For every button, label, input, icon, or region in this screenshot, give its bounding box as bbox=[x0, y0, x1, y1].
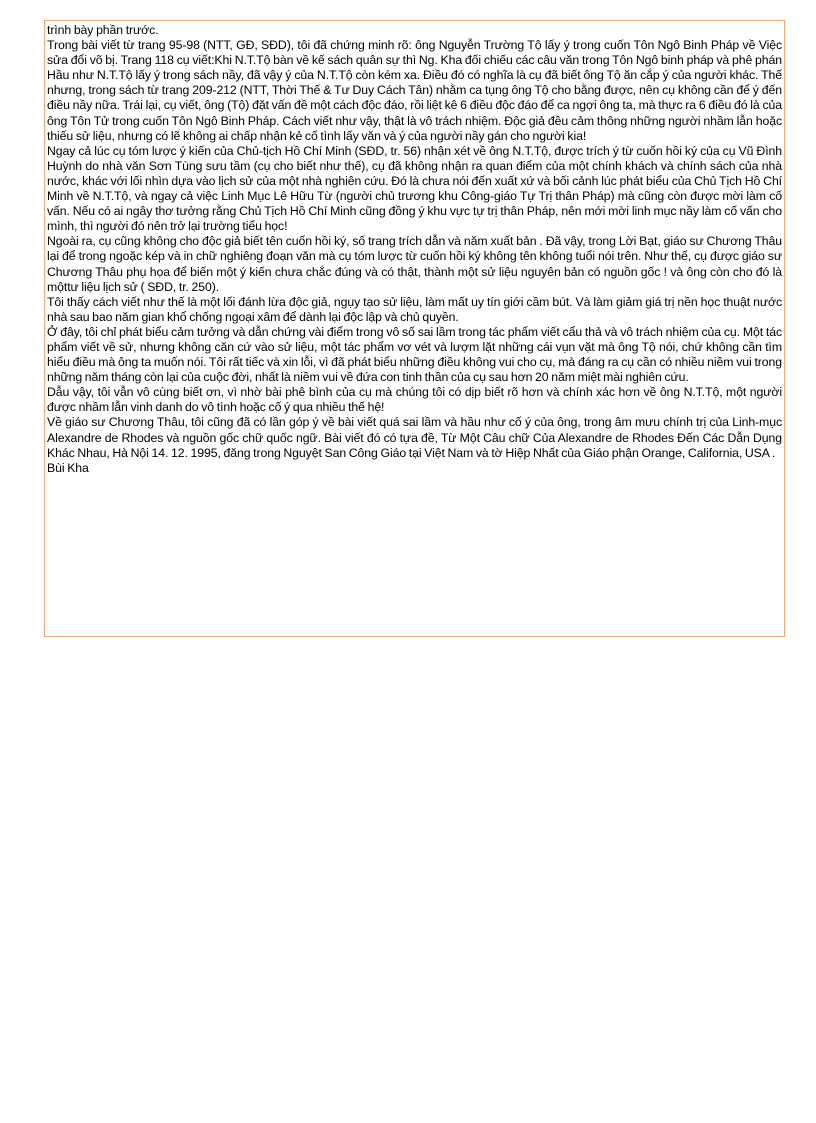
paragraph-1: trình bày phần trước. bbox=[47, 23, 159, 37]
paragraph-2: Trong bài viết từ trang 95-98 (NTT, GĐ, SĐD), tôi đã chứng minh rõ: ông Nguyễn Trường Tộ lấy ý trong cuốn Tôn Ngô Binh Pháp về Việc sửa đổi võ bị. Trang 118 cụ viết:Khi N.T.Tộ bàn về kế sách quân sự thì Ng. Kha đối chiếu các câu văn trong Tôn Ngô binh pháp và phê phán Hầu như N.T.Tộ lấy ý trong sách nầy, đã vậy ý của N.T.Tộ còn kém xa. Điều đó có nghĩa là cụ đã biết ông Tộ ăn cắp ý của người khác. Thế nhưng, trong sách từ trang 209-212 (NTT, Thời Thế & Tư Duy Cách Tân) nhằm ca tụng ông Tộ cho bằng được, nên cụ không cần để ý đến điều nầy nữa. Trái lại, cụ viết, ông (Tộ) đặt vấn đề một cách độc đáo, rồi liệt kê 6 điều độc đáo để ca ngợi ông ta, mà thực ra 6 điều đó là của ông Tôn Tử trong cuốn Tôn Ngô Binh Pháp. Cách viết như vậy, thật là vô trách nhiệm. Độc giả đều cảm thông những người nhầm lẫn hoặc thiếu sử liệu, nhưng có lẽ không ai chấp nhận kẻ cố tình lấy văn và ý của người nầy gán cho người kia! bbox=[47, 38, 782, 143]
paragraph-8: Về giáo sư Chương Thâu, tôi cũng đã có lần góp ý về bài viết quá sai lầm và hầu như cố ý của ông, trong âm mưu chính trị của Linh-mục Alexandre de Rhodes và nguồn gốc chữ quốc ngữ. Bài viết đó có tựa đề, Từ Một Câu chữ Của Alexandre de Rhodes Đến Các Dẫn Dụng Khác Nhau, Hà Nội 14. 12. 1995, đăng trong Nguyệt San Công Giáo tại Việt Nam và tờ Hiệp Nhất của Giáo phận Orange, California, USA . bbox=[47, 415, 782, 460]
paragraph-7: Dẫu vậy, tôi vẫn vô cùng biết ơn, vì nhờ bài phê bình của cụ mà chúng tôi có dịp biết rõ hơn và chính xác hơn về ông N.T.Tộ, một người được nhầm lẫn vinh danh do vô tình hoặc cố ý qua nhiều thế hệ! bbox=[47, 385, 782, 415]
paragraph-4: Ngoài ra, cụ cũng không cho độc giả biết tên cuốn hồi ký, số trang trích dẫn và năm xuất bản . Đã vậy, trong Lời Bạt, giáo sư Chương Thâu lại để trong ngoặc kép và in chữ nghiêng đoạn văn mà cụ tóm lược từ cuốn hồi ký không tên không tuổi nói trên. Như thế, cụ được giáo sư Chương Thâu phụ họa để biến một ý kiến chưa chắc đúng và có thật, thành một sử liệu nguyên bản có nguồn gốc ! và ông còn cho đó là mộttư liệu lịch sử ( SĐD, tr. 250). bbox=[47, 234, 782, 294]
paragraph-5: Tôi thấy cách viết như thế là một lối đánh lừa độc giả, ngụy tạo sử liệu, làm mất uy tín giới cầm bút. Và làm giảm giá trị nền học thuật nước nhà sau bao năm gian khổ chống ngoại xâm để dành lại độc lập và chủ quyền. bbox=[47, 294, 782, 324]
author-signature: Bùi Kha bbox=[47, 460, 89, 475]
paragraph-3: Ngay cả lúc cụ tóm lược ý kiến của Chủ-tịch Hồ Chí Minh (SĐD, tr. 56) nhận xét về ông N.T.Tộ, được trích ý từ cuốn hồi ký của cụ Vũ Đình Huỳnh do nhà văn Sơn Tùng sưu tầm (cụ cho biết như thế), cụ đã không nhận ra quan điểm của một chính khách và chính sách của nhà nước, khác với lối nhìn dựa vào lịch sử của một nhà nghiên cứu. Đó là chưa nói đến xuất xứ và bối cảnh lúc phát biểu của Chủ Tịch Hồ Chí Minh về N.T.Tộ, và ngay cả việc Linh Mục Lê Hữu Từ (người chủ trương khu Công-giáo Tự Trị thân Pháp) mà cũng còn được mời làm cố vấn. Nếu có ai ngây thơ tưởng rằng Chủ Tịch Hồ Chí Minh cũng đồng ý khu vực tự trị thân Pháp, nên mới mời linh mục nầy làm cố vấn cho mình, thì người đó nên trở lại trường tiểu học! bbox=[47, 143, 782, 234]
paragraph-6: Ở đây, tôi chỉ phát biểu cảm tưởng và dẫn chứng vài điểm trong vô số sai lầm trong tác phẩm viết cẩu thả và vô trách nhiệm của cụ. Một tác phẩm viết về sử, nhưng không căn cứ vào sử liệu, một tác phẩm vơ vét và lượm lặt những cái vụn vặt mà ông Tộ nói, chứ không cần tìm hiểu điều mà ông ta muốn nói. Tôi rất tiếc và xin lỗi, vì đã phát biểu những điều không vui cho cụ, mà đáng ra cụ cần có nhiều niềm vui trong những năm tháng còn lại của cuộc đời, nhất là niềm vui về đứa con tinh thần của cụ sau hơn 20 năm miệt mài nghiên cứu. bbox=[47, 324, 782, 385]
text-frame bbox=[44, 20, 785, 637]
